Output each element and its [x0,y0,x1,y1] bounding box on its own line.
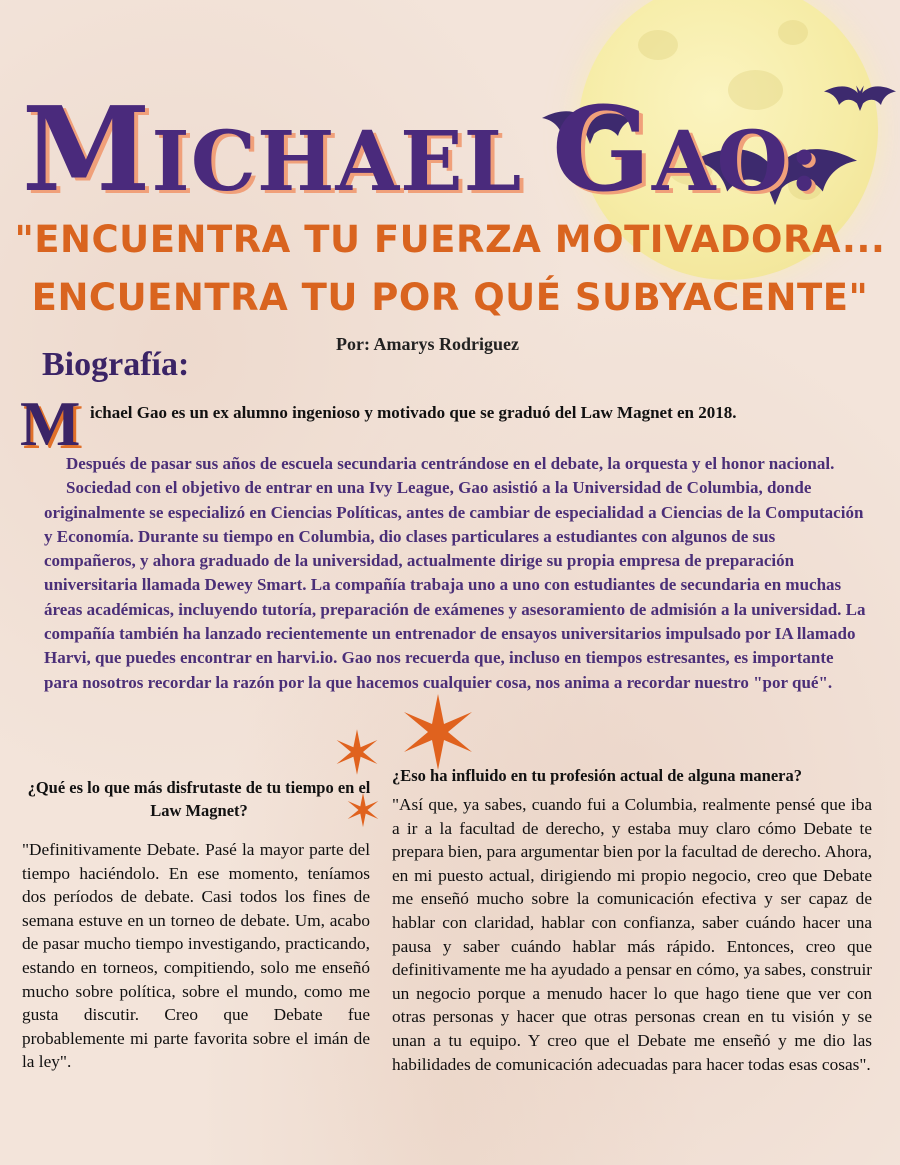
page-title: MICHAEL GAO: [22,82,821,218]
subtitle-line-1: "ENCUENTRA TU FUERZA MOTIVADORA... [14,218,886,261]
star-icon [333,728,381,776]
star-icon [398,692,478,772]
bat-icon [820,78,900,114]
biography-body [44,452,869,695]
byline: Por: Amarys Rodriguez [336,334,519,354]
biography-paragraph: Sociedad con el objetivo de entrar en una Ivy League, Gao asistió a la Universidad de Columbia, donde originalmente se especializó en Ciencias Políticas, antes de cambiar de especialidad a Ciencias de la Computación y Economía. Durante su tiempo en Columbia, dio clases particulares a estudiantes con algunos de sus compañeros, y ahora graduado de la universidad, actualmente dirige su propia empresa de preparación universitaria llamada Dewey Smart. La compañía trabaja uno a uno con estudiantes de secundaria en muchas áreas académicas, incluyendo tutoría, preparación de exámenes y asesoramiento de admisión a la universidad. La compañía también ha lanzado recientemente un entrenador de ensayos universitarios impulsado por IA llamado Harvi, que puedes encontrar en harvi.io. Gao nos recuerda que, incluso en tiempos estresantes, es importante para nosotros recordar la razón por la que hacemos cualquier cosa, nos anima a recordar nuestro "por qué". [44,478,866,692]
biography-paragraph: Después de pasar sus años de escuela secundaria centrándose en el debate, la orquesta y el honor nacional. [66,454,835,473]
interview-answer-1: "Definitivamente Debate. Pasé la mayor parte del tiempo haciéndolo. En ese momento, teníamos dos períodos de debate. Casi todos los fines de semana estuve en un torneo de debate. Um, acabo de pasar mucho tiempo investigando, practicando, estando en torneos, compitiendo, solo me enseñó mucho sobre política, sobre el mundo, como me gusta discutir. Creo que Debate fue probablemente mi parte favorita sobre el imán de la ley". [22,840,370,1072]
subtitle-line-2: ENCUENTRA TU POR QUÉ SUBYACENTE" [31,276,869,319]
biography-heading: Biografía: [42,346,190,383]
biography-first-line: ichael Gao es un ex alumno ingenioso y motivado que se graduó del Law Magnet en 2018. [90,403,737,422]
interview-answer-2: "Así que, ya sabes, cuando fui a Columbia, realmente pensé que iba a ir a la facultad de derecho, y estaba muy claro cómo Debate te prepara bien, para argumentar bien por la facultad de derecho. Ahora, en mi puesto actual, dirigiendo mi propio negocio, creo que Debate me enseñó mucho sobre la comunicación efectiva y ser capaz de hablar con claridad, hablar con confianza, saber cuándo hacer una pausa y saber cuándo hablar más rápido. Entonces, creo que definitivamente me ha ayudado a pensar en cómo, ya sabes, construir un negocio porque a menudo hacer lo que hago tiene que ver con otras personas y hacer que otras personas crean en tu visión y se unan a tu equipo. Y creo que el Debate me enseñó y me dio las habilidades de comunicación adecuadas para hacer todas esas cosas". [392,795,872,1074]
interview-question-2: ¿Eso ha influido en tu profesión actual de alguna manera? [392,766,802,785]
interview-question-1: ¿Qué es lo que más disfrutaste de tu tiempo en el Law Magnet? [27,778,371,820]
drop-cap: M [20,388,81,459]
